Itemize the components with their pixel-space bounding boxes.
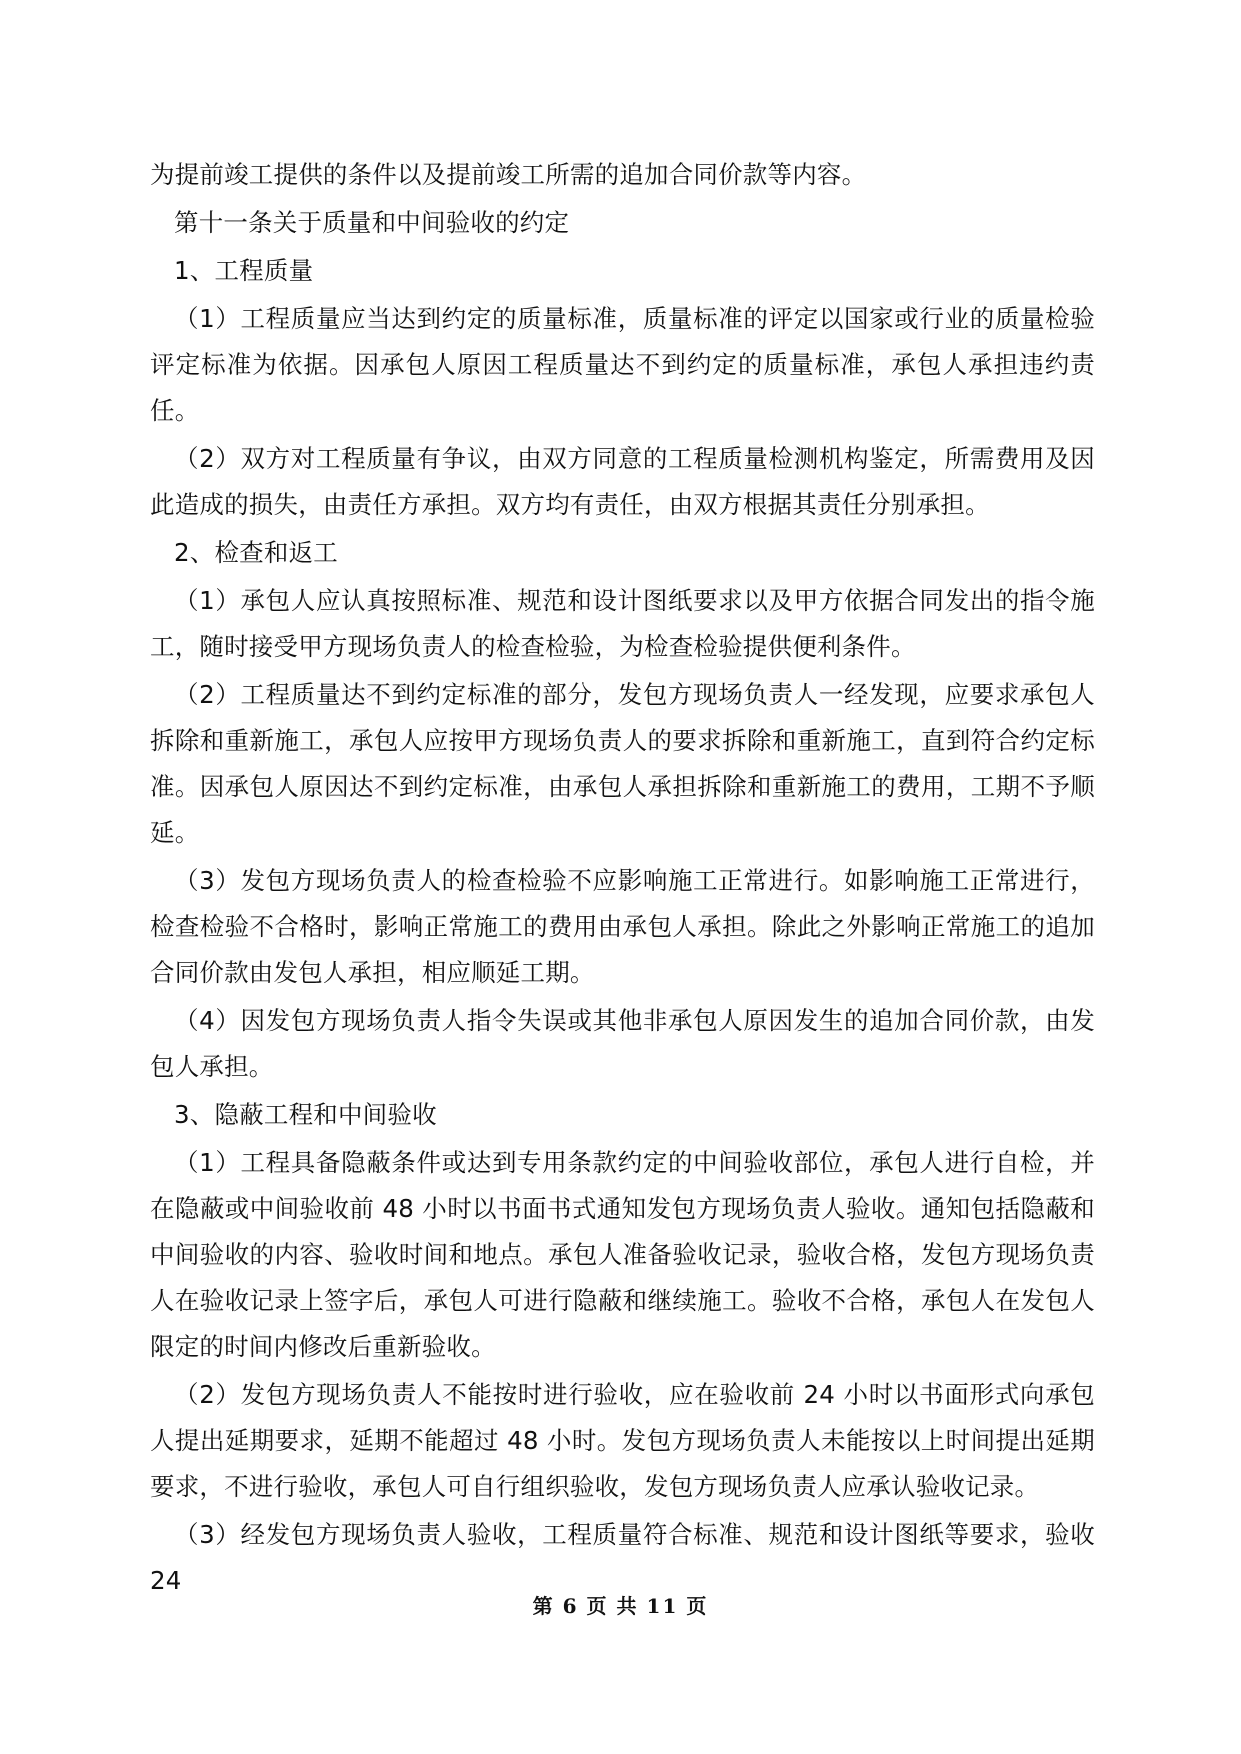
footer-total-pages: 11 bbox=[646, 1594, 679, 1618]
footer-gong: 共 bbox=[616, 1594, 639, 1618]
section-heading-quality: 1、工程质量 bbox=[174, 256, 314, 285]
paragraph-inspection-1: （1）承包人应认真按照标准、规范和设计图纸要求以及甲方依据合同发出的指令施工，随时接受甲方现场负责人的检查检验，为检查检验提供便利条件。 bbox=[150, 586, 1095, 661]
paragraph-inspection-3: （3）发包方现场负责人的检查检验不应影响施工正常进行。如影响施工正常进行，检查检验不合格时，影响正常施工的费用由承包人承担。除此之外影响正常施工的追加合同价款由发包人承担，相应顺延工期。 bbox=[150, 866, 1095, 987]
paragraph-quality-2: （2）双方对工程质量有争议，由双方同意的工程质量检测机构鉴定，所需费用及因此造成的损失，由责任方承担。双方均有责任，由双方根据其责任分别承担。 bbox=[150, 444, 1095, 519]
section-heading-inspection: 2、检查和返工 bbox=[174, 538, 338, 567]
section-heading-concealed-works: 3、隐蔽工程和中间验收 bbox=[174, 1100, 437, 1129]
paragraph-quality-1: （1）工程质量应当达到约定的质量标准，质量标准的评定以国家或行业的质量检验评定标准为依据。因承包人原因工程质量达不到约定的质量标准，承包人承担违约责任。 bbox=[150, 304, 1095, 425]
footer-ye: 页 bbox=[586, 1594, 609, 1618]
paragraph-inspection-4: （4）因发包方现场负责人指令失误或其他非承包人原因发生的追加合同价款，由发包人承担。 bbox=[150, 1006, 1095, 1081]
paragraph-concealed-1: （1）工程具备隐蔽条件或达到专用条款约定的中间验收部位，承包人进行自检，并在隐蔽或中间验收前 48 小时以书面书式通知发包方现场负责人验收。通知包括隐蔽和中间验收的内容、验收时间和地点。承包人准备验收记录，验收合格，发包方现场负责人在验收记录上签字后，承包人可进行隐蔽和继续施工。验收不合格，承包人在发包人限定的时间内修改后重新验收。 bbox=[150, 1148, 1095, 1361]
paragraph-continuation: 为提前竣工提供的条件以及提前竣工所需的追加合同价款等内容。 bbox=[150, 160, 867, 189]
document-body bbox=[150, 152, 1095, 1606]
paragraph-concealed-2: （2）发包方现场负责人不能按时进行验收，应在验收前 24 小时以书面形式向承包人提出延期要求，延期不能超过 48 小时。发包方现场负责人未能按以上时间提出延期要求，不进行验收，承包人可自行组织验收，发包方现场负责人应承认验收记录。 bbox=[150, 1380, 1095, 1501]
paragraph-concealed-3: （3）经发包方现场负责人验收，工程质量符合标准、规范和设计图纸等要求，验收 24 bbox=[150, 1520, 1095, 1595]
page-number-footer bbox=[0, 1590, 1241, 1619]
paragraph-inspection-2: （2）工程质量达不到约定标准的部分，发包方现场负责人一经发现，应要求承包人拆除和重新施工，承包人应按甲方现场负责人的要求拆除和重新施工，直到符合约定标准。因承包人原因达不到约定标准，由承包人承担拆除和重新施工的费用，工期不予顺延。 bbox=[150, 680, 1095, 847]
footer-ye2: 页 bbox=[686, 1594, 709, 1618]
article-heading: 第十一条关于质量和中间验收的约定 bbox=[174, 208, 570, 237]
footer-di: 第 bbox=[532, 1594, 555, 1618]
footer-current-page: 6 bbox=[562, 1594, 579, 1618]
